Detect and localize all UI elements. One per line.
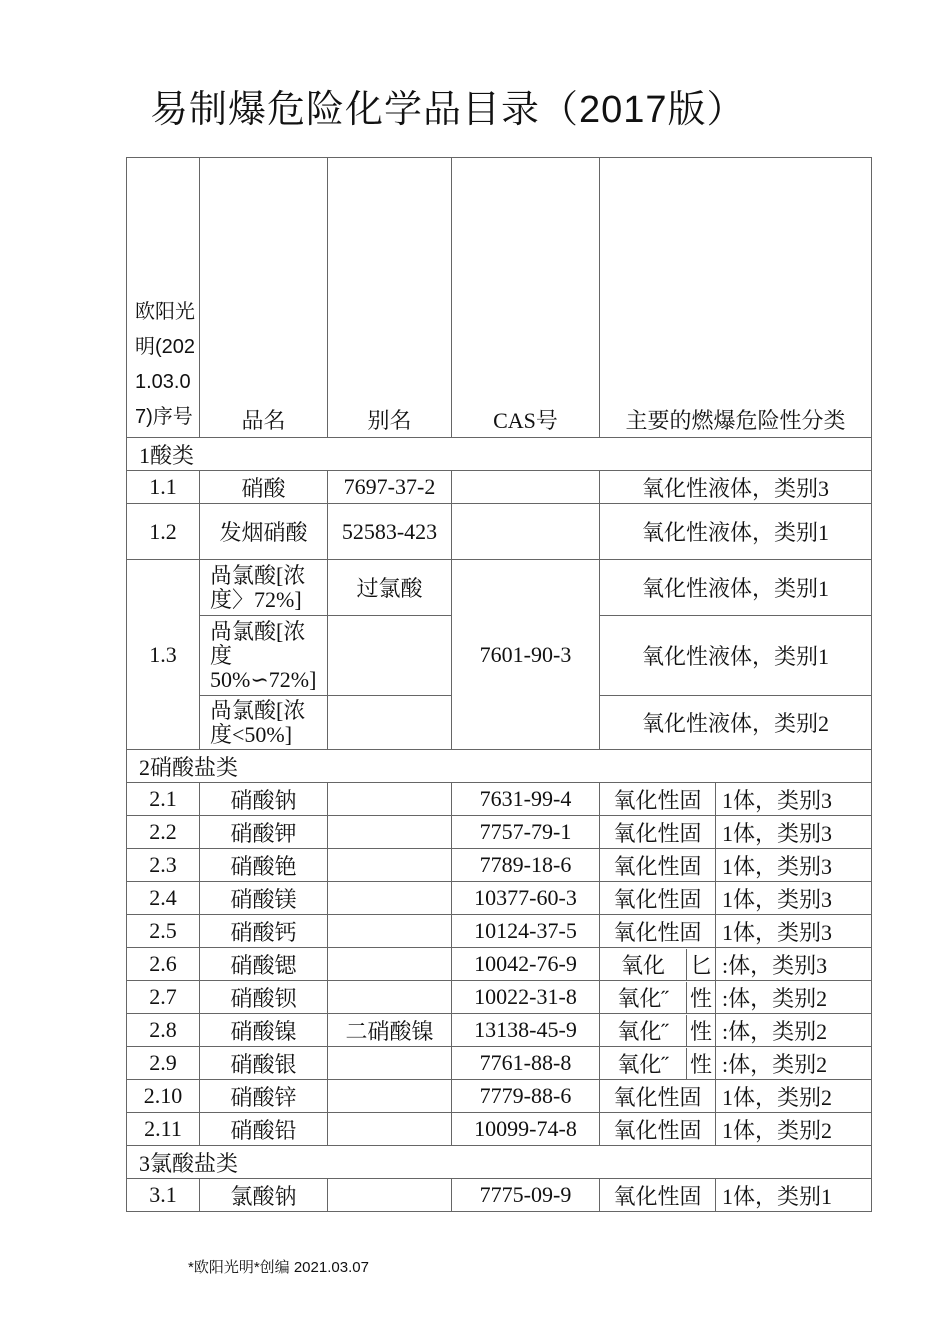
footer-note: *欧阳光明*创编 2021.03.07 xyxy=(188,1259,369,1276)
name-cell: 硝酸银 xyxy=(200,1047,328,1080)
hazard-fragment: 匕 xyxy=(686,949,715,980)
name-cell: 咼氯酸[浓度〉72%] xyxy=(200,560,328,616)
seq-cell: 2.2 xyxy=(127,816,200,849)
seq-cell: 1.1 xyxy=(127,471,200,504)
hazard-cell-left xyxy=(600,981,716,1014)
hazard-fragment: 氧化˝ xyxy=(617,985,669,1011)
hazard-cell-left: 氧化性固 xyxy=(600,915,716,948)
table-row xyxy=(127,981,872,1014)
hazard-cell-right: :体，类别2 xyxy=(716,1014,872,1047)
seq-cell: 2.3 xyxy=(127,849,200,882)
cas-cell: 7601-90-3 xyxy=(452,560,600,750)
seq-cell: 2.6 xyxy=(127,948,200,981)
seq-cell: 2.7 xyxy=(127,981,200,1014)
cas-cell: 7775-09-9 xyxy=(452,1179,600,1212)
cas-cell xyxy=(452,504,600,560)
section-row xyxy=(127,438,872,471)
table-row xyxy=(127,816,872,849)
cas-cell: 7761-88-8 xyxy=(452,1047,600,1080)
alias-cell xyxy=(328,1080,452,1113)
hazard-cell-left: 氧化性固 xyxy=(600,1080,716,1113)
seq-cell: 2.8 xyxy=(127,1014,200,1047)
table-row xyxy=(127,504,872,560)
hazard-fragment: 性 xyxy=(686,1048,715,1079)
cas-cell: 7631-99-4 xyxy=(452,783,600,816)
alias-cell xyxy=(328,783,452,816)
seq-cell: 2.5 xyxy=(127,915,200,948)
cas-cell: 10022-31-8 xyxy=(452,981,600,1014)
seq-cell: 3.1 xyxy=(127,1179,200,1212)
table-header-row xyxy=(127,158,872,438)
hazard-cell-left xyxy=(600,948,716,981)
name-cell: 硝酸铅 xyxy=(200,1113,328,1146)
alias-cell xyxy=(328,1179,452,1212)
table-row xyxy=(127,882,872,915)
alias-cell xyxy=(328,849,452,882)
table-row xyxy=(127,948,872,981)
section-row xyxy=(127,1146,872,1179)
cas-cell: 7757-79-1 xyxy=(452,816,600,849)
header-cas: CAS号 xyxy=(452,158,600,438)
hazard-cell-right: 1体，类别2 xyxy=(716,1080,872,1113)
name-cell: 氯酸钠 xyxy=(200,1179,328,1212)
name-cell: 硝酸锶 xyxy=(200,948,328,981)
seq-cell: 1.3 xyxy=(127,560,200,750)
name-cell: 咼氯酸[浓度<50%] xyxy=(200,696,328,750)
table-row xyxy=(127,1047,872,1080)
hazard-fragment: 氧化 xyxy=(620,952,665,978)
header-name: 品名 xyxy=(200,158,328,438)
seq-cell: 2.1 xyxy=(127,783,200,816)
hazard-fragment: 氧化˝ xyxy=(617,1051,669,1077)
hazard-cell-left: 氧化性固 xyxy=(600,783,716,816)
cas-cell xyxy=(452,471,600,504)
cas-cell: 13138-45-9 xyxy=(452,1014,600,1047)
cas-cell: 7779-88-6 xyxy=(452,1080,600,1113)
hazard-fragment: 性 xyxy=(686,1015,715,1046)
alias-cell: 二硝酸镍 xyxy=(328,1014,452,1047)
name-cell: 硝酸镁 xyxy=(200,882,328,915)
hazard-cell: 氧化性液体，类别1 xyxy=(600,504,872,560)
cas-cell: 10099-74-8 xyxy=(452,1113,600,1146)
alias-cell xyxy=(328,816,452,849)
hazard-cell-right: :体，类别2 xyxy=(716,981,872,1014)
cas-cell: 7789-18-6 xyxy=(452,849,600,882)
header-alias: 别名 xyxy=(328,158,452,438)
hazard-cell: 氧化性液体，类别3 xyxy=(600,471,872,504)
seq-cell: 2.4 xyxy=(127,882,200,915)
hazard-cell-right: 1体，类别3 xyxy=(716,849,872,882)
hazard-cell-right: 1体，类别3 xyxy=(716,816,872,849)
section-row xyxy=(127,750,872,783)
hazard-cell-right: 1体，类别3 xyxy=(716,915,872,948)
hazard-cell-right: :体，类别2 xyxy=(716,1047,872,1080)
hazard-cell-left: 氧化性固 xyxy=(600,882,716,915)
seq-cell: 1.2 xyxy=(127,504,200,560)
table-row xyxy=(127,1113,872,1146)
name-cell: 发烟硝酸 xyxy=(200,504,328,560)
hazard-cell: 氧化性液体，类别2 xyxy=(600,696,872,750)
name-cell: 硝酸铯 xyxy=(200,849,328,882)
hazard-cell-right: 1体，类别3 xyxy=(716,882,872,915)
cas-cell: 10042-76-9 xyxy=(452,948,600,981)
name-cell: 硝酸钾 xyxy=(200,816,328,849)
alias-cell xyxy=(328,981,452,1014)
hazard-cell-right: :体，类别3 xyxy=(716,948,872,981)
alias-cell xyxy=(328,696,452,750)
seq-cell: 2.11 xyxy=(127,1113,200,1146)
table-row xyxy=(127,849,872,882)
document-title: 易制爆危险化学品目录（2017版） xyxy=(150,89,746,131)
hazard-cell-left: 氧化性固 xyxy=(600,849,716,882)
hazard-cell-left xyxy=(600,1047,716,1080)
alias-cell: 过氯酸 xyxy=(328,560,452,616)
name-cell: 硝酸钠 xyxy=(200,783,328,816)
name-cell: 咼氯酸[浓度50%∽72%] xyxy=(200,616,328,696)
alias-cell: 7697-37-2 xyxy=(328,471,452,504)
table-row xyxy=(127,471,872,504)
hazard-cell-left: 氧化性固 xyxy=(600,1113,716,1146)
name-cell: 硝酸钡 xyxy=(200,981,328,1014)
hazard-fragment: 性 xyxy=(686,982,715,1013)
hazard-cell-right: 1体，类别1 xyxy=(716,1179,872,1212)
name-cell: 硝酸锌 xyxy=(200,1080,328,1113)
table-row xyxy=(127,783,872,816)
alias-cell xyxy=(328,616,452,696)
alias-cell xyxy=(328,1113,452,1146)
seq-cell: 2.9 xyxy=(127,1047,200,1080)
alias-cell: 52583-423 xyxy=(328,504,452,560)
seq-cell: 2.10 xyxy=(127,1080,200,1113)
hazard-fragment: 氧化˝ xyxy=(617,1018,669,1044)
alias-cell xyxy=(328,1047,452,1080)
table-row xyxy=(127,1080,872,1113)
section-title: 3氯酸盐类 xyxy=(127,1146,872,1179)
chemical-catalog-table xyxy=(126,157,872,1212)
hazard-cell-left: 氧化性固 xyxy=(600,1179,716,1212)
hazard-cell: 氧化性液体，类别1 xyxy=(600,616,872,696)
hazard-cell-right: 1体，类别2 xyxy=(716,1113,872,1146)
section-title: 2硝酸盐类 xyxy=(127,750,872,783)
hazard-cell-left: 氧化性固 xyxy=(600,816,716,849)
alias-cell xyxy=(328,948,452,981)
header-seq: 欧阳光明(2021.03.07)序号 xyxy=(127,158,200,438)
hazard-cell: 氧化性液体，类别1 xyxy=(600,560,872,616)
table-row xyxy=(127,560,872,616)
cas-cell: 10124-37-5 xyxy=(452,915,600,948)
hazard-cell-left xyxy=(600,1014,716,1047)
table-row xyxy=(127,1179,872,1212)
section-title: 1酸类 xyxy=(127,438,872,471)
name-cell: 硝酸镍 xyxy=(200,1014,328,1047)
table-row xyxy=(127,915,872,948)
alias-cell xyxy=(328,882,452,915)
cas-cell: 10377-60-3 xyxy=(452,882,600,915)
name-cell: 硝酸钙 xyxy=(200,915,328,948)
header-hazard: 主要的燃爆危险性分类 xyxy=(600,158,872,438)
hazard-cell-right: 1体，类别3 xyxy=(716,783,872,816)
table-row xyxy=(127,1014,872,1047)
alias-cell xyxy=(328,915,452,948)
name-cell: 硝酸 xyxy=(200,471,328,504)
